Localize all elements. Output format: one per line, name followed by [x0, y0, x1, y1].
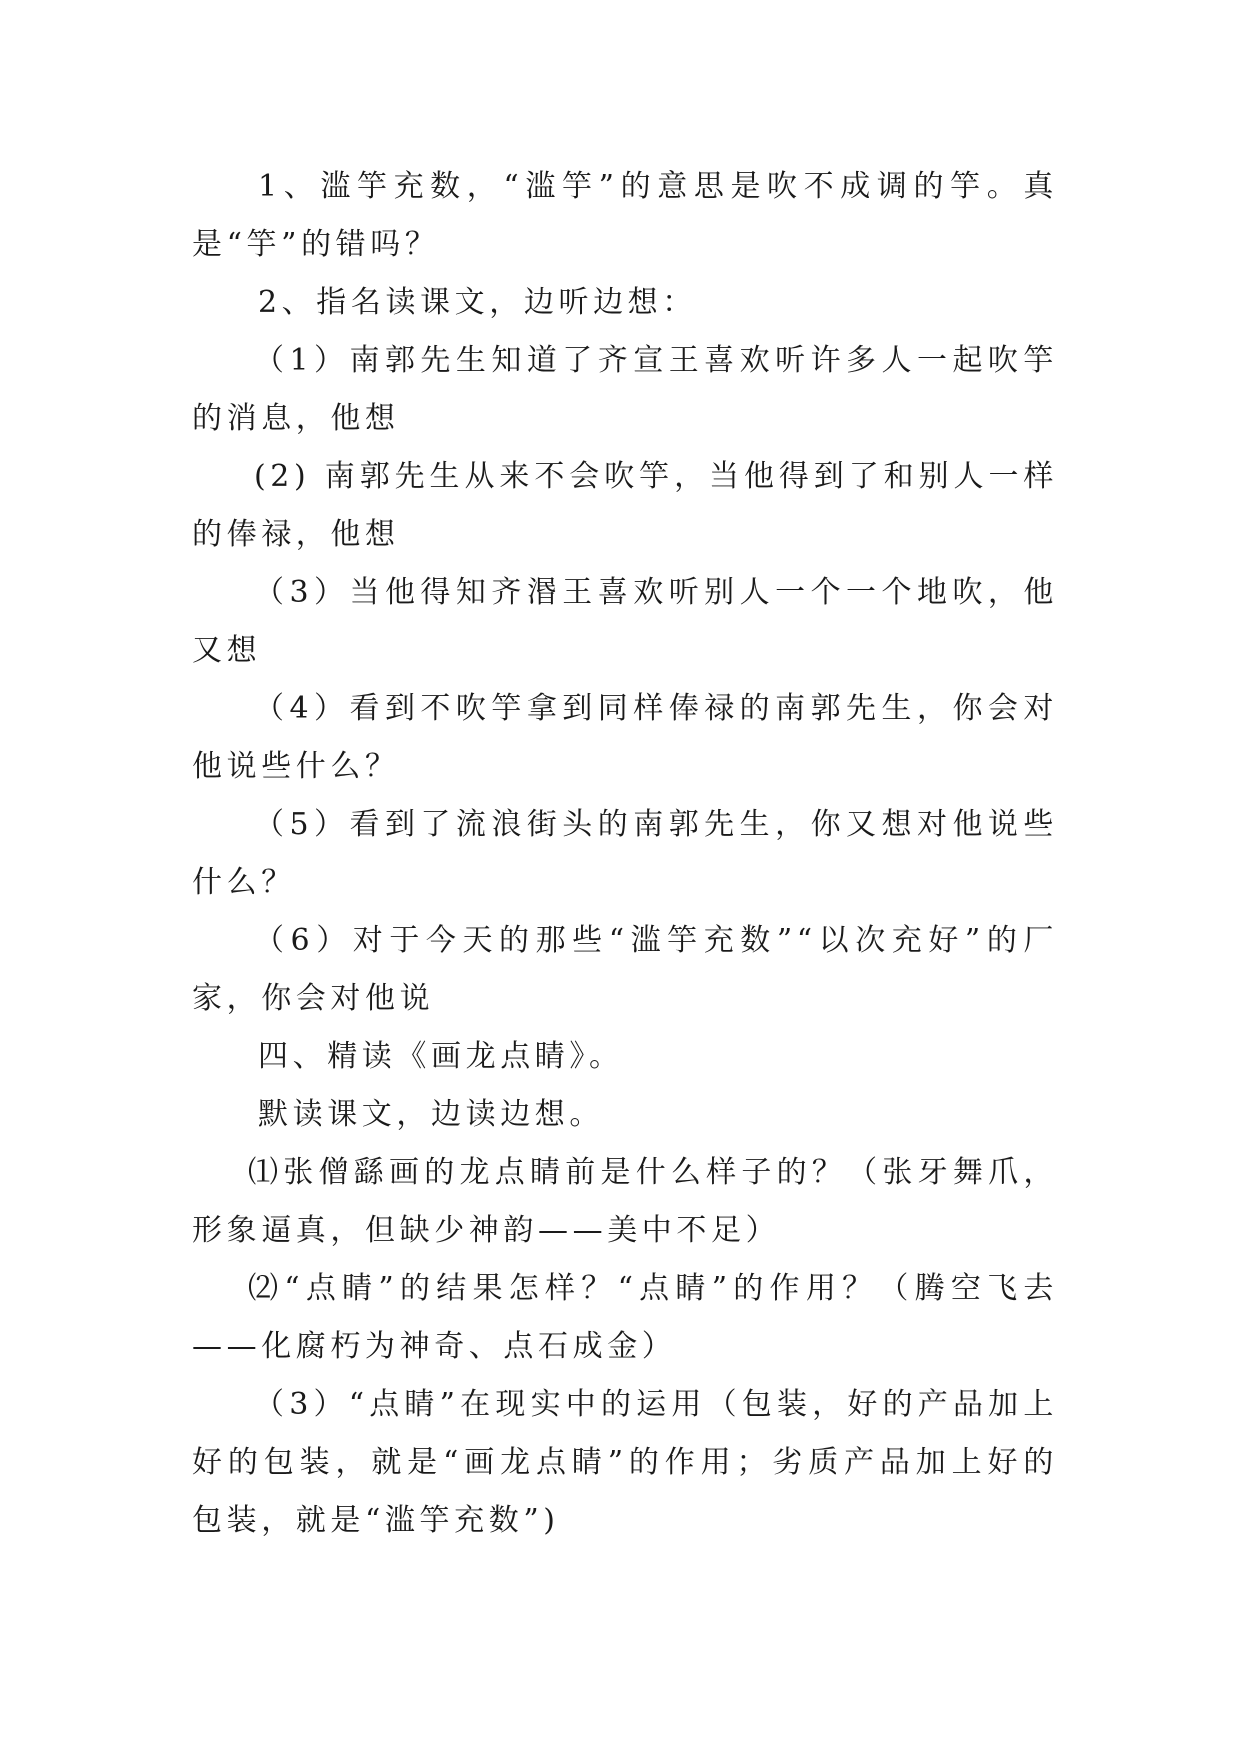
paragraph-9: 默读课文，边读边想。 — [258, 1097, 604, 1132]
paragraph-11: ⑵“点睛”的结果怎样？“点睛”的作用？（腾空飞去——化腐朽为神奇、点石成金） — [192, 1271, 1058, 1364]
paragraph-8: （6）对于今天的那些“滥竽充数”“以次充好”的厂家，你会对他说 — [192, 923, 1058, 1016]
document-body — [192, 158, 1058, 1550]
paragraph-3: （1）南郭先生知道了齐宣王喜欢听许多人一起吹竽的消息，他想 — [192, 343, 1058, 436]
paragraph-1: 1、滥竽充数，“滥竽”的意思是吹不成调的竽。真是“竽”的错吗？ — [192, 169, 1058, 262]
paragraph-12: （3）“点睛”在现实中的运用（包装，好的产品加上好的包装，就是“画龙点睛”的作用；劣质产品加上好的包装，就是“滥竽充数”) — [192, 1387, 1058, 1538]
paragraph-7: （5）看到了流浪街头的南郭先生，你又想对他说些什么？ — [192, 807, 1058, 900]
section-heading: 四、精读《画龙点睛》。 — [258, 1039, 624, 1074]
paragraph-2: 2、指名读课文，边听边想： — [258, 285, 697, 320]
paragraph-6: （4）看到不吹竽拿到同样俸禄的南郭先生，你会对他说些什么？ — [192, 691, 1058, 784]
paragraph-5: （3）当他得知齐湣王喜欢听别人一个一个地吹，他又想 — [192, 575, 1058, 668]
paragraph-10: ⑴张僧繇画的龙点睛前是什么样子的？（张牙舞爪，形象逼真，但缺少神韵——美中不足） — [192, 1155, 1058, 1248]
paragraph-4: (2) 南郭先生从来不会吹竽，当他得到了和别人一样的俸禄，他想 — [192, 459, 1058, 552]
